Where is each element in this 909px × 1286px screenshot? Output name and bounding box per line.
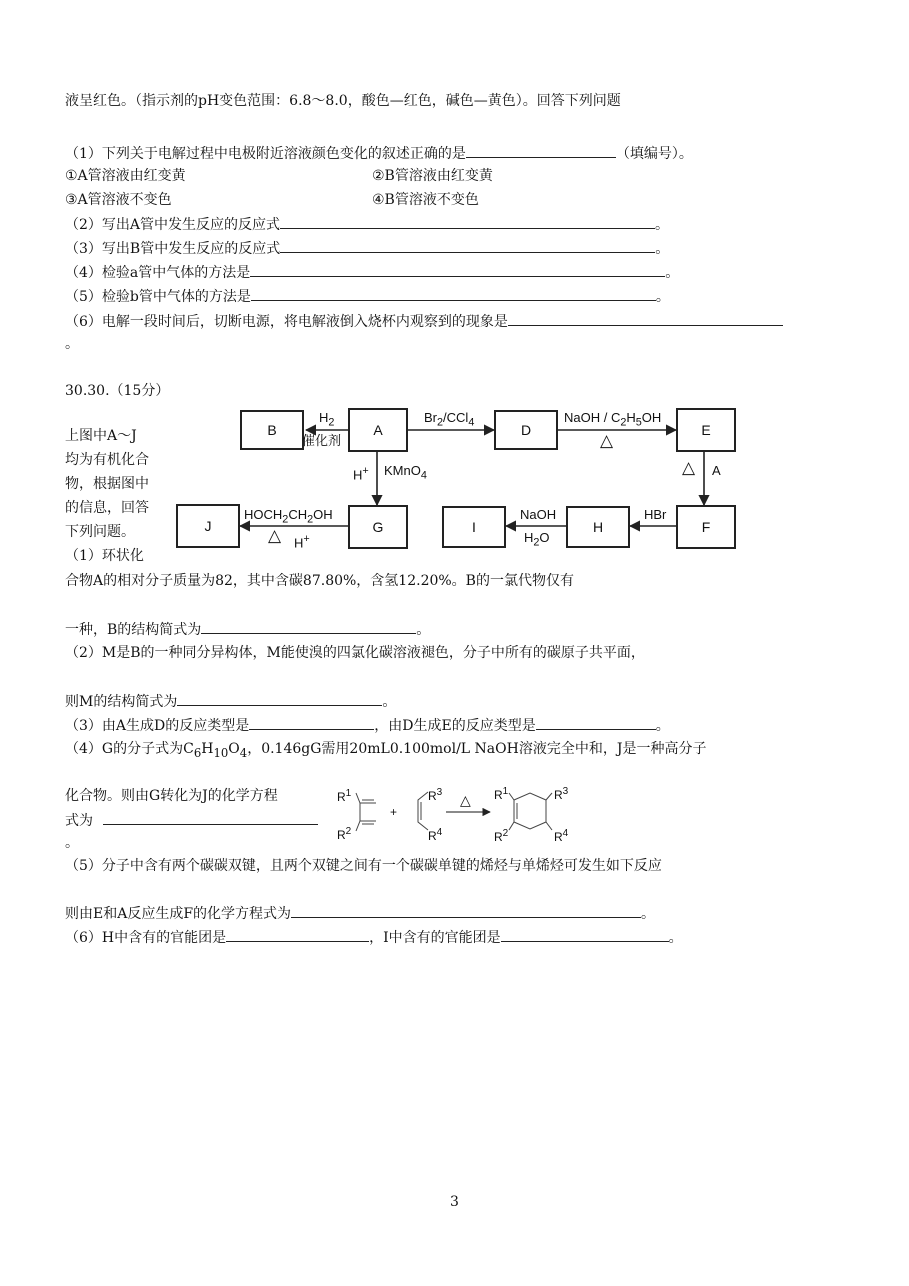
q30-5-line2-text: 则由E和A反应生成F的化学方程式为 (65, 906, 292, 922)
compound-h: H (566, 506, 630, 548)
product-r1 (494, 784, 508, 803)
naoh-eth-text: NaOH / C (564, 410, 621, 425)
q30-3-text-b: ，由D生成E的反应类型是 (374, 718, 536, 734)
product-r3-text: R (554, 788, 563, 802)
r4-text: R (428, 829, 437, 843)
g-o-subscript: 4 (239, 745, 248, 760)
heat-icon: △ (460, 792, 471, 808)
q30-2-line1: （2）M是B的一种同分异构体，M能使溴的四氯化碳溶液褪色，分子中所有的碳原子共平面， (65, 645, 645, 661)
eth-subscript-2: 5 (635, 416, 642, 429)
compound-e: E (676, 408, 736, 452)
compound-f: F (676, 505, 736, 549)
glycol-sub-1: 2 (282, 513, 289, 526)
q30-4-post: 溶液完全中和，J是一种高分子 (518, 741, 707, 757)
product-r1-sup: 1 (502, 786, 509, 797)
intro-text: 液呈红色。（指示剂的pH变色范围：6.8～8.0，酸色—红色，碱色—黄色）。回答下列问题 (65, 93, 621, 109)
q29-1-suffix: （填编号）。 (615, 146, 693, 162)
product-r1-text: R (494, 788, 503, 802)
compound-d: D (494, 410, 558, 450)
period: 。 (416, 622, 431, 638)
r2-sup: 2 (345, 826, 352, 837)
r1-sup: 1 (345, 788, 352, 799)
r2-text: R (337, 828, 346, 842)
g-h-subscript: 10 (213, 745, 229, 760)
q30-5: （5）分子中含有两个碳碳双键，且两个双键之间有一个碳碳单键的烯烃与单烯烃可发生如下反应 (65, 858, 662, 874)
kmno4-subscript: 4 (420, 469, 427, 482)
product-r2-sup: 2 (502, 828, 509, 839)
h2-subscript: 2 (328, 416, 335, 429)
q30-1-line1: 合物A的相对分子质量为82，其中含碳87.80%，含氢12.20%。B的一氯代物仅有 (65, 573, 574, 589)
label-a-reagent: A (712, 463, 721, 478)
q30-6 (65, 927, 683, 948)
q30-4-pre: （4）G的分子式为C (65, 741, 194, 757)
glycol-c: OH (313, 507, 333, 522)
compound-a: A (348, 408, 408, 452)
glycol-sub-2: 2 (307, 513, 314, 526)
heat-icon: △ (600, 431, 614, 450)
h2o-h: H (524, 530, 534, 545)
heat-icon: △ (268, 526, 282, 545)
period: 。 (668, 930, 683, 946)
q30-3-text-a: （3）由A生成D的反应类型是 (65, 718, 250, 734)
q30-4-line2: 化合物。则由G转化为J的化学方程 (65, 788, 278, 804)
kmno4-text: KMnO (384, 463, 421, 478)
q30-5-line2 (65, 903, 655, 924)
option-2: ②B管溶液由红变黄 (372, 168, 493, 184)
br2-text: Br (424, 410, 437, 425)
q30-2-text: 则M的结构简式为 (65, 694, 178, 710)
product-r4 (554, 826, 568, 845)
hplus-h: H (294, 535, 304, 551)
side-text-6: （1）环状化 (65, 548, 144, 564)
compound-b: B (240, 410, 304, 450)
q30-6-text-a: （6）H中含有的官能团是 (65, 930, 227, 946)
side-text-2: 均为有机化合 (65, 452, 149, 468)
label-hbr: HBr (644, 507, 667, 522)
hplus-sup: + (303, 533, 310, 545)
r4-label (428, 825, 442, 844)
option-4: ④B管溶液不变色 (372, 192, 479, 208)
option-1: ①A管溶液由红变黄 (65, 168, 186, 184)
side-text-5: 下列问题。 (65, 524, 135, 540)
product-r3-sup: 3 (562, 786, 569, 797)
compound-i: I (442, 506, 506, 548)
compound-g: G (348, 505, 408, 549)
ccl4-subscript: 4 (468, 416, 475, 429)
heat-icon: △ (682, 458, 696, 477)
br2-subscript: 2 (437, 416, 444, 429)
eth-subscript-1: 2 (620, 416, 627, 429)
side-text-1: 上图中A～J (65, 428, 137, 444)
answer-blank[interactable] (291, 903, 641, 918)
h2-text: H (319, 410, 329, 425)
q30-4-end: 。 (65, 835, 79, 851)
q29-2-text: （2）写出A管中发生反应的反应式 (65, 217, 281, 233)
hplus-h: H (353, 467, 363, 483)
eth-mid-text: H (626, 410, 636, 425)
q30-4-line3-text: 式为 (65, 813, 93, 829)
eth-end-text: OH (641, 410, 662, 425)
r3-label (428, 785, 442, 804)
q30-header: 30.30.（15分） (65, 383, 170, 399)
compound-j: J (176, 504, 240, 548)
side-text-4: 的信息，回答 (65, 500, 149, 516)
period: 。 (655, 289, 670, 305)
g-formula-rest: ，0.146gG需用20mL0.100mol/L NaOH (247, 741, 519, 757)
period: 。 (382, 694, 397, 710)
r4-sup: 4 (436, 827, 443, 838)
label-naoh: NaOH (520, 507, 557, 522)
hplus-sup: + (362, 465, 369, 477)
product-r2 (494, 826, 508, 845)
r2-label (337, 824, 351, 843)
h2o-subscript: 2 (533, 536, 540, 549)
answer-blank[interactable] (501, 927, 669, 942)
product-r2-text: R (494, 830, 503, 844)
g-o: O (228, 741, 240, 757)
period: 。 (655, 241, 670, 257)
label-catalyst: 催化剂 (302, 434, 342, 449)
h2o-o: O (539, 530, 550, 545)
q30-6-text-b: ，I中含有的官能团是 (369, 930, 501, 946)
option-3: ③A管溶液不变色 (65, 192, 172, 208)
period: 。 (641, 906, 656, 922)
q29-1-text: （1）下列关于电解过程中电极附近溶液颜色变化的叙述正确的是 (65, 146, 466, 162)
glycol-b: CH (288, 507, 308, 522)
period: 。 (655, 718, 670, 734)
period: 。 (655, 217, 670, 233)
r3-sup: 3 (436, 787, 443, 798)
q29-6-text: （6）电解一段时间后，切断电源，将电解液倒入烧杯内观察到的现象是 (65, 314, 508, 330)
q29-6-end: 。 (65, 336, 79, 352)
side-text-3: 物，根据图中 (65, 476, 149, 492)
r1-text: R (337, 790, 346, 804)
q29-3-text: （3）写出B管中发生反应的反应式 (65, 241, 281, 257)
q30-1-text: 一种，B的结构简式为 (65, 622, 202, 638)
plus-sign: + (390, 805, 398, 819)
page-number: 3 (450, 1194, 459, 1210)
product-r4-sup: 4 (562, 828, 569, 839)
product-r4-text: R (554, 830, 563, 844)
g-c-subscript: 6 (193, 745, 202, 760)
q29-5-text: （5）检验b管中气体的方法是 (65, 289, 251, 305)
q29-4-text: （4）检验a管中气体的方法是 (65, 265, 251, 281)
glycol-a: HOCH (244, 507, 283, 522)
answer-blank[interactable] (226, 927, 369, 942)
r1-label (337, 786, 351, 805)
g-h: H (201, 741, 214, 757)
product-r3 (554, 784, 568, 803)
period: 。 (665, 265, 680, 281)
ccl4-text: /CCl (443, 410, 469, 425)
r3-text: R (428, 789, 437, 803)
